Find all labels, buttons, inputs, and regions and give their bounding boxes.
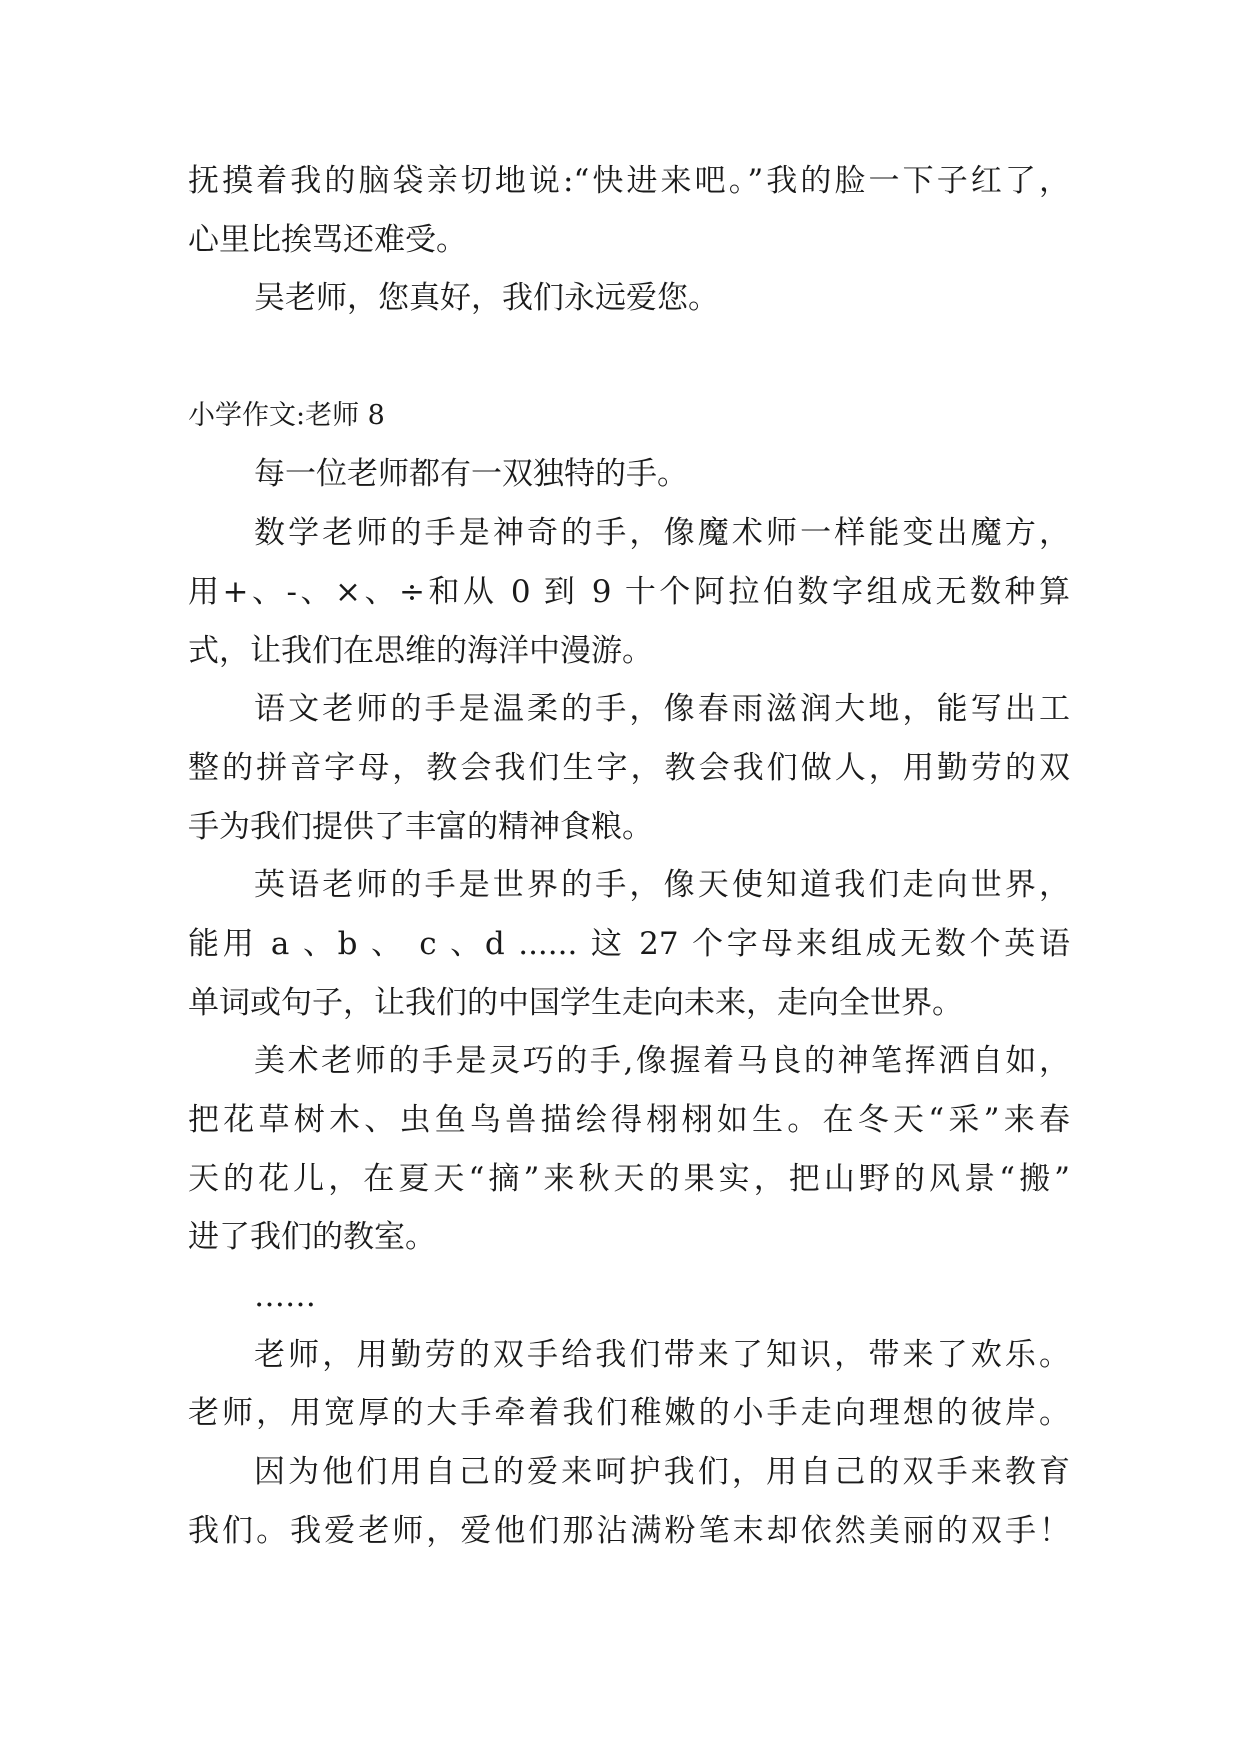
blank-line [188,328,1070,387]
ellipsis-paragraph [188,1267,1070,1326]
essay-paragraph [188,504,1070,680]
text-line: …… [254,1278,316,1315]
essay-title: 小学作文:老师 8 [188,399,385,431]
text-line: 手为我们提供了丰富的精神食粮。 [188,808,653,845]
text-line: 数学老师的手是神奇的手，像魔术师一样能变出魔方， [254,515,1070,552]
essay-paragraph [188,445,1070,504]
text-line: 语文老师的手是温柔的手，像春雨滋润大地，能写出工 [254,691,1070,728]
closing-paragraph [188,269,1070,328]
text-line: 我们。我爱老师，爱他们那沾满粉笔末却依然美丽的双手！ [188,1512,1070,1549]
essay-paragraph [188,1326,1070,1443]
text-line: 把花草树木、虫鱼鸟兽描绘得栩栩如生。在冬天“采”来春 [188,1102,1070,1138]
text-line: 整的拼音字母，教会我们生字，教会我们做人，用勤劳的双 [188,749,1070,786]
text-line: 进了我们的教室。 [188,1219,436,1256]
text-line: 单词或句子，让我们的中国学生走向未来，走向全世界。 [188,984,963,1021]
text-line: 因为他们用自己的爱来呵护我们，用自己的双手来教育 [254,1454,1070,1491]
essay-paragraph [188,1443,1070,1560]
text-line: 美术老师的手是灵巧的手,像握着马良的神笔挥洒自如， [254,1043,1070,1080]
text-line: 老师，用宽厚的大手牵着我们稚嫩的小手走向理想的彼岸。 [188,1395,1070,1432]
text-line: 天的花儿，在夏天“摘”来秋天的果实，把山野的风景“搬” [188,1160,1070,1197]
text-line: 吴老师，您真好，我们永远爱您。 [254,280,719,317]
text-line: 老师，用勤劳的双手给我们带来了知识，带来了欢乐。 [254,1336,1070,1373]
text-line: 每一位老师都有一双独特的手。 [254,456,688,493]
essay-paragraph [188,1032,1070,1267]
essay-paragraph [188,680,1070,856]
text-line: 英语老师的手是世界的手，像天使知道我们走向世界， [254,867,1070,904]
text-line: 抚摸着我的脑袋亲切地说:“快进来吧。”我的脸一下子红了， [188,163,1070,199]
essay-paragraph [188,856,1070,1032]
text-line: 式，让我们在思维的海洋中漫游。 [188,632,653,669]
text-line: 能用 a 、b 、 c 、d ...... 这 27 个字母来组成无数个英语 [188,925,1070,962]
text-line: 心里比挨骂还难受。 [188,221,467,258]
document-body [188,152,1070,1561]
continuation-paragraph [188,152,1070,269]
text-line: 用+、-、×、÷和从 0 到 9 十个阿拉伯数字组成无数种算 [188,573,1070,610]
